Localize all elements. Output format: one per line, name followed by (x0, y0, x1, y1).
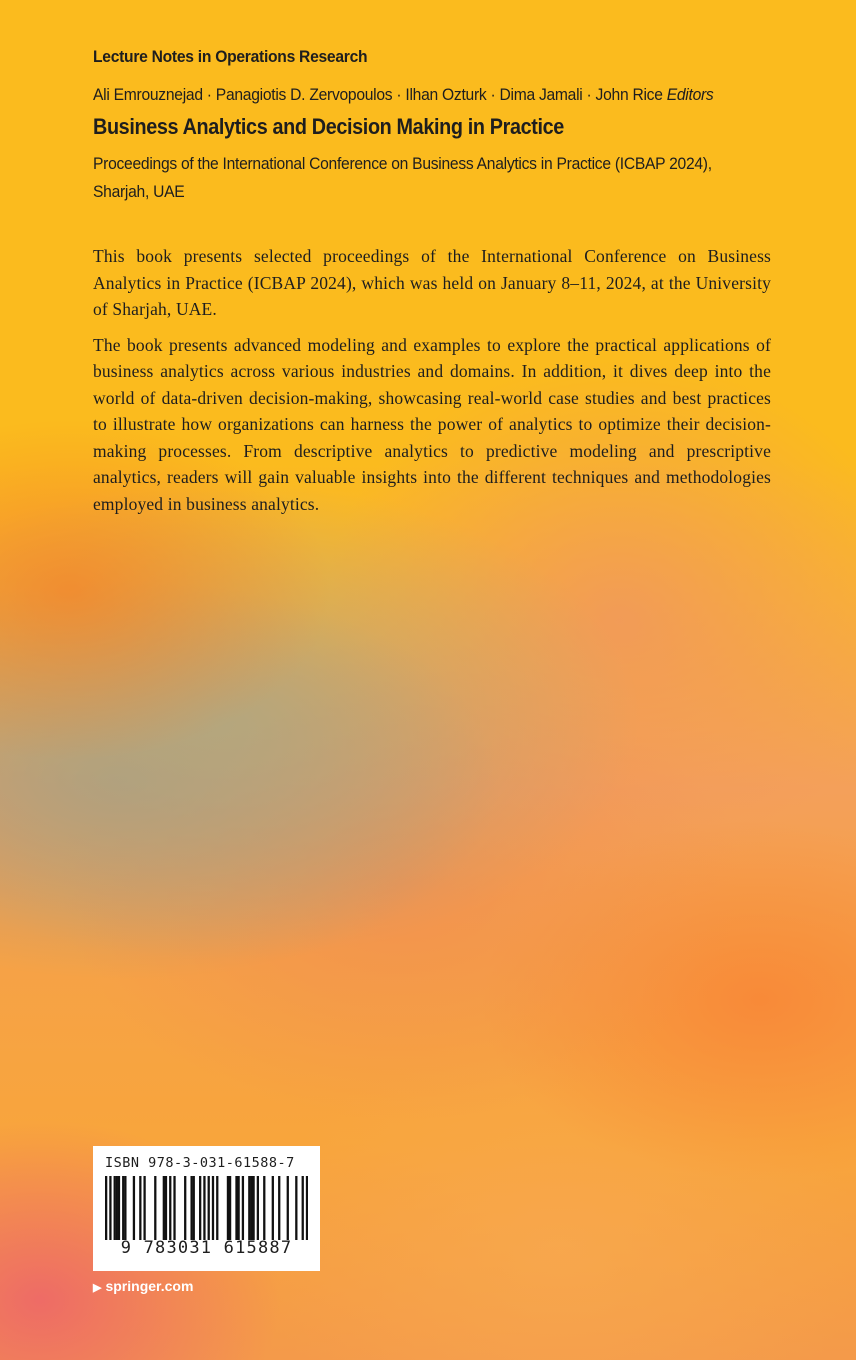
barcode-bar (250, 1176, 252, 1240)
book-title: Business Analytics and Decision Making in Practice (93, 114, 564, 139)
barcode-bar (190, 1176, 192, 1240)
editor-names: Ali Emrouznejad · Panagiotis D. Zervopoulos · Ilhan Ozturk · Dima Jamali · John Rice (93, 85, 663, 104)
barcode-bar (235, 1176, 237, 1240)
barcode-bar (199, 1176, 201, 1240)
arrow-right-icon: ▶ (93, 1282, 102, 1294)
editors-line (93, 85, 713, 105)
barcode-bar (169, 1176, 171, 1240)
barcode-bar (139, 1176, 141, 1240)
barcode-bar (124, 1176, 126, 1240)
isbn-barcode (93, 1146, 320, 1271)
barcode-bar (203, 1176, 205, 1240)
barcode-bar (302, 1176, 304, 1240)
isbn-label: ISBN 978-3-031-61588-7 (105, 1155, 295, 1171)
barcode-bar (109, 1176, 111, 1240)
barcode-digits: 9 783031 615887 (120, 1238, 293, 1258)
barcode-bar (193, 1176, 195, 1240)
publisher-link[interactable] (93, 1278, 193, 1294)
description-paragraph-1: This book presents selected proceedings of the International Conference on Business Analytics in Practice (ICBAP 2024), which was held on January 8–11, 2024, at the University of Sharjah, UAE. (93, 246, 771, 319)
barcode-bar (212, 1176, 214, 1240)
barcode-bars (105, 1176, 308, 1240)
barcode-bar (257, 1176, 259, 1240)
description (93, 243, 771, 526)
barcode-bar (184, 1176, 186, 1240)
barcode-bar (248, 1176, 250, 1240)
barcode-bar (116, 1176, 118, 1240)
barcode-bar (227, 1176, 229, 1240)
editors-role: Editors (666, 85, 714, 104)
barcode-bar (154, 1176, 156, 1240)
barcode-bar (242, 1176, 244, 1240)
barcode-bar (163, 1176, 165, 1240)
barcode-bar (237, 1176, 239, 1240)
barcode-bar (278, 1176, 280, 1240)
barcode-bar (118, 1176, 120, 1240)
barcode-bar (263, 1176, 265, 1240)
barcode-bar (105, 1176, 107, 1240)
barcode-bar (306, 1176, 308, 1240)
barcode-bar (216, 1176, 218, 1240)
description-paragraph-2: The book presents advanced modeling and examples to explore the practical applications of business analytics across various industries and domains. In addition, it dives deep into the world of data-driven decision-making, showcasing real-world case studies and best practices to illustrate how organizations can harness the power of analytics to optimize their decision-making processes. From descriptive analytics to predictive modeling and prescriptive analytics, readers will gain valuable insights into the different techniques and methodologies employed in business analytics. (93, 334, 771, 514)
barcode-bar (208, 1176, 210, 1240)
barcode-bar (229, 1176, 231, 1240)
barcode-bar (252, 1176, 254, 1240)
publisher-url: springer.com (105, 1278, 194, 1294)
series-name: Lecture Notes in Operations Research (93, 47, 368, 66)
barcode-bar (143, 1176, 145, 1240)
barcode-bar (165, 1176, 167, 1240)
barcode-bar (133, 1176, 135, 1240)
barcode-bar (287, 1176, 289, 1240)
book-subtitle: Proceedings of the International Conference on Business Analytics in Practice (ICBAP 2024), Sharjah, UAE (93, 154, 712, 201)
barcode-bar (173, 1176, 175, 1240)
barcode-bar (114, 1176, 116, 1240)
barcode-bar (295, 1176, 297, 1240)
barcode-bar (122, 1176, 124, 1240)
barcode-bar (272, 1176, 274, 1240)
